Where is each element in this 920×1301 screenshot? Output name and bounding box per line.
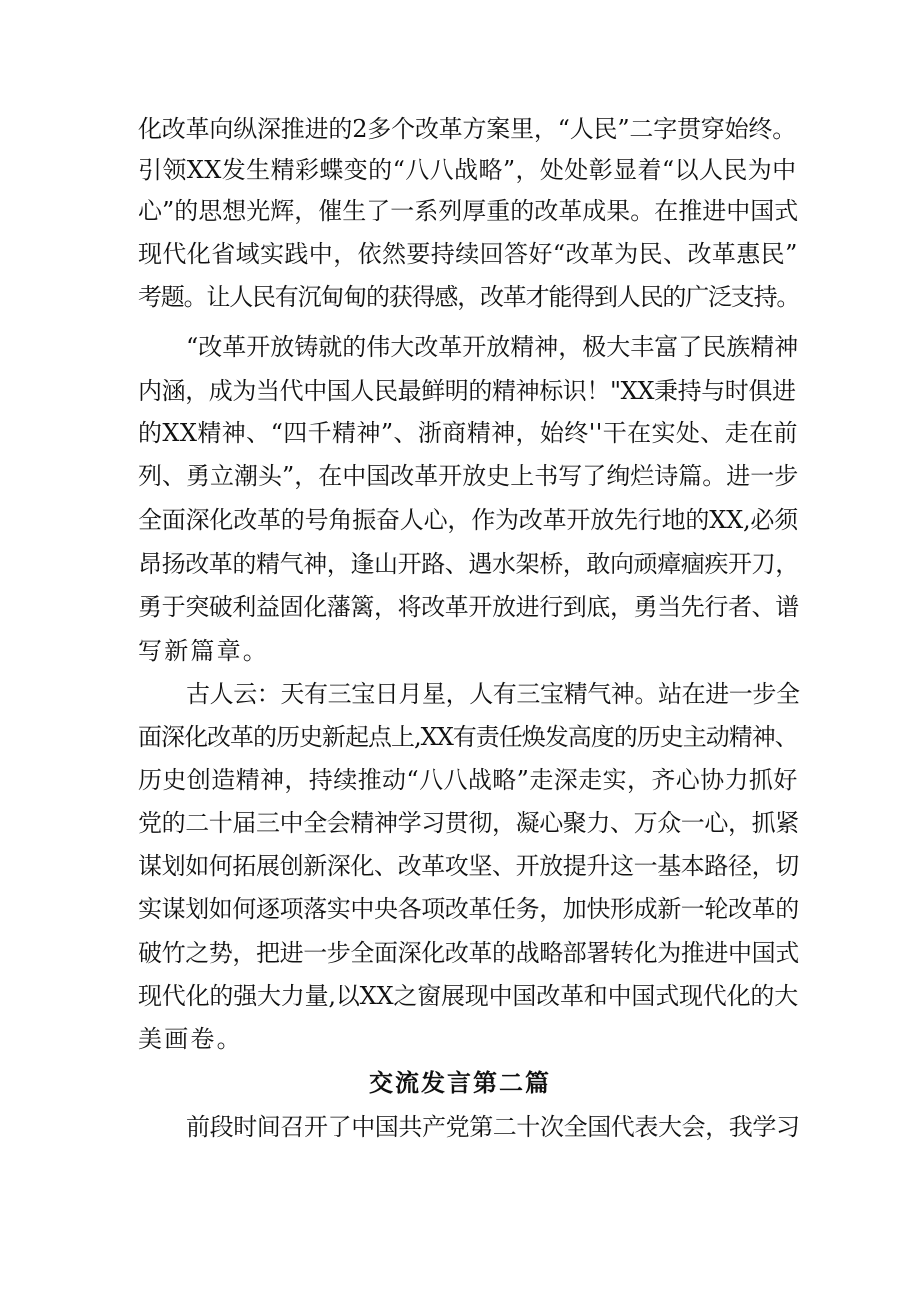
paragraph-2-line-4: 列、勇立潮头”，在中国改革开放史上书写了绚烂诗篇。进一步: [138, 462, 799, 490]
paragraph-2-line-5: 全面深化改革的号角振奋人心，作为改革开放先行地的XX,必须: [138, 506, 798, 534]
paragraph-2-line-7: 勇于突破利益固化藩篱，将改革开放进行到底，勇当先行者、谱: [138, 593, 799, 621]
paragraph-1-line-5: 考题。让人民有沉甸甸的获得感，改革才能得到人民的广泛支持。: [138, 283, 800, 311]
section-heading: 交流发言第二篇: [369, 1068, 551, 1097]
paragraph-3-line-5: 谋划如何拓展创新深化、改革攻坚、开放提升这一基本路径，切: [138, 852, 799, 880]
paragraph-3-line-9: 美画卷。: [138, 1025, 243, 1053]
paragraph-3-line-6: 实谋划如何逐项落实中央各项改革任务，加快形成新一轮改革的: [138, 895, 799, 923]
paragraph-3-line-2: 面深化改革的历史新起点上,XX有责任焕发高度的历史主动精神、: [138, 723, 798, 751]
paragraph-3-line-7: 破竹之势，把进一步全面深化改革的战略部署转化为推进中国式: [138, 939, 799, 967]
paragraph-2-line-1: “改革开放铸就的伟大改革开放精神，极大丰富了民族精神: [186, 333, 799, 361]
paragraph-1-line-3: 心”的思想光辉，催生了一系列厚重的改革成果。在推进中国式: [138, 197, 799, 225]
paragraph-3-line-1: 古人云：天有三宝日月星，人有三宝精气神。站在进一步全: [186, 680, 800, 708]
paragraph-2-line-3: 的XX精神、“四千精神”、浙商精神，始终''干在实处、走在前: [138, 419, 798, 447]
paragraph-1-line-2: 引领XX发生精彩蝶变的“八八战略”，处处彰显着“以人民为中: [138, 156, 797, 184]
paragraph-1-line-4: 现代化省域实践中，依然要持续回答好“改革为民、改革惠民”: [138, 240, 798, 268]
paragraph-4-line-1: 前段时间召开了中国共产党第二十次全国代表大会，我学习: [186, 1113, 800, 1141]
paragraph-3-line-4: 党的二十届三中全会精神学习贯彻，凝心聚力、万众一心，抓紧: [138, 809, 799, 837]
paragraph-3-line-8: 现代化的强大力量,以XX之窗展现中国改革和中国式现代化的大: [138, 982, 798, 1010]
paragraph-3-line-3: 历史创造精神，持续推动“八八战略”走深走实，齐心协力抓好: [138, 766, 798, 794]
paragraph-1-line-1: 化改革向纵深推进的2多个改革方案里，“人民”二字贯穿始终。: [138, 115, 797, 143]
paragraph-2-line-2: 内涵，成为当代中国人民最鲜明的精神标识！"XX秉持与时俱进: [138, 377, 796, 405]
paragraph-2-line-8: 写新篇章。: [138, 637, 269, 665]
paragraph-2-line-6: 昂扬改革的精气神，逢山开路、遇水架桥，敢向顽瘴痼疾开刀，: [138, 550, 799, 578]
